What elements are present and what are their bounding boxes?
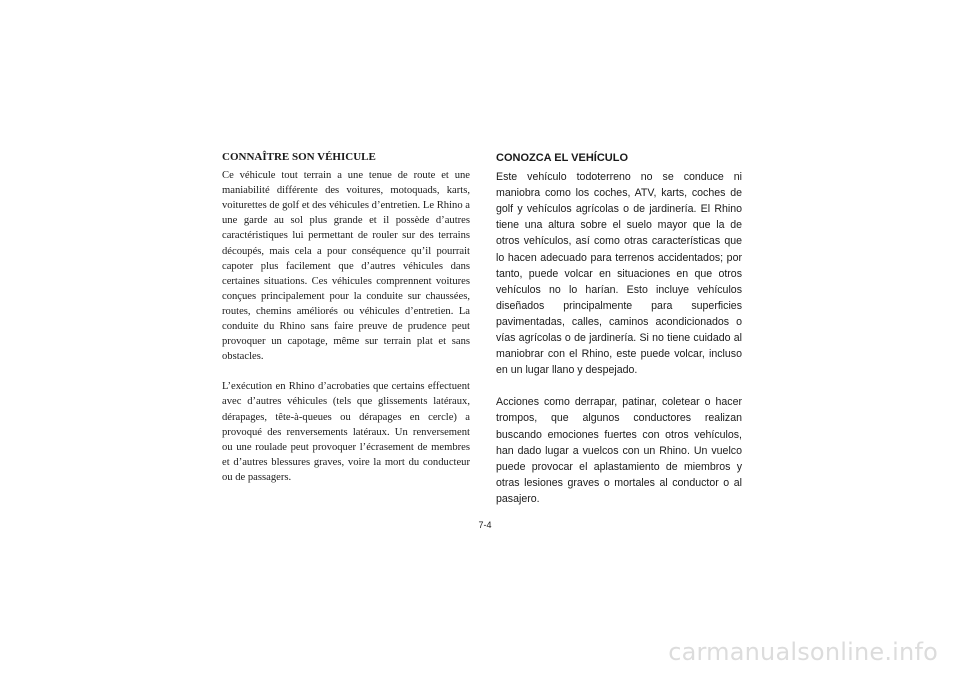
spanish-paragraph-1: Este vehículo todoterreno no se conduce ni maniobra como los coches, ATV, karts, coches de golf y vehículos agrícolas o de jardinería. El Rhino tiene una altura sobre el suelo mayor que la de otros vehículos, así como otras características que lo hacen adecuado para terrenos accidentados; por tanto, puede volcar en situaciones en que otros vehículos no lo harían. Esto incluye vehículos diseñados principalmente para superficies pavimentadas, calles, caminos acondicionados o vías agrícolas o de jardinería. Si no tiene cuidado al maniobrar con el Rhino, este puede volcar, incluso en un lugar llano y despejado. xyxy=(496,171,742,377)
french-heading: CONNAÎTRE SON VÉHICULE xyxy=(222,151,376,163)
french-paragraph-2: L’exécution en Rhino d’acrobaties que certains effectuent avec d’autres véhicules (tels que glissements latéraux, dérapages, tête-à-queues ou dérapages en cercle) a provoqué des renversements latéraux. Un renversement ou une roulade peut provoquer l’écrasement de membres et d’autres blessures graves, voire la mort du conducteur ou de passagers. xyxy=(222,381,470,483)
spanish-column xyxy=(496,150,742,507)
french-paragraph-1: Ce véhicule tout terrain a une tenue de route et une maniabilité différente des voitures, motoquads, karts, voiturettes de golf et des véhicules d’entretien. Le Rhino a une garde au sol plus grande et il possède d’autres caractéristiques lui permettant de rouler sur des terrains découpés, mais cela a pour conséquence qu’il pourrait capoter plus facilement que d’autres véhicules dans certaines situations. Ces véhicules comprennent voitures conçues principalement pour la conduite sur chaussées, routes, chemins améliorés ou véhicules d’entretien. La conduite du Rhino sans faire preuve de prudence peut provoquer un capotage, même sur terrain plat et sans obstacles. xyxy=(222,170,470,363)
french-column xyxy=(222,150,470,485)
spanish-paragraph-2: Acciones como derrapar, patinar, coletear o hacer trompos, que algunos conductores realizan buscando emociones fuertes con otros vehículos, han dado lugar a vuelcos con un Rhino. Un vuelco puede provocar el aplastamiento de miembros y otras lesiones graves o mortales al conductor o al pasajero. xyxy=(496,396,742,505)
spanish-heading: CONOZCA EL VEHÍCULO xyxy=(496,152,629,164)
page-number: 7-4 xyxy=(478,520,492,530)
watermark: carmanualsonline.info xyxy=(668,638,938,666)
